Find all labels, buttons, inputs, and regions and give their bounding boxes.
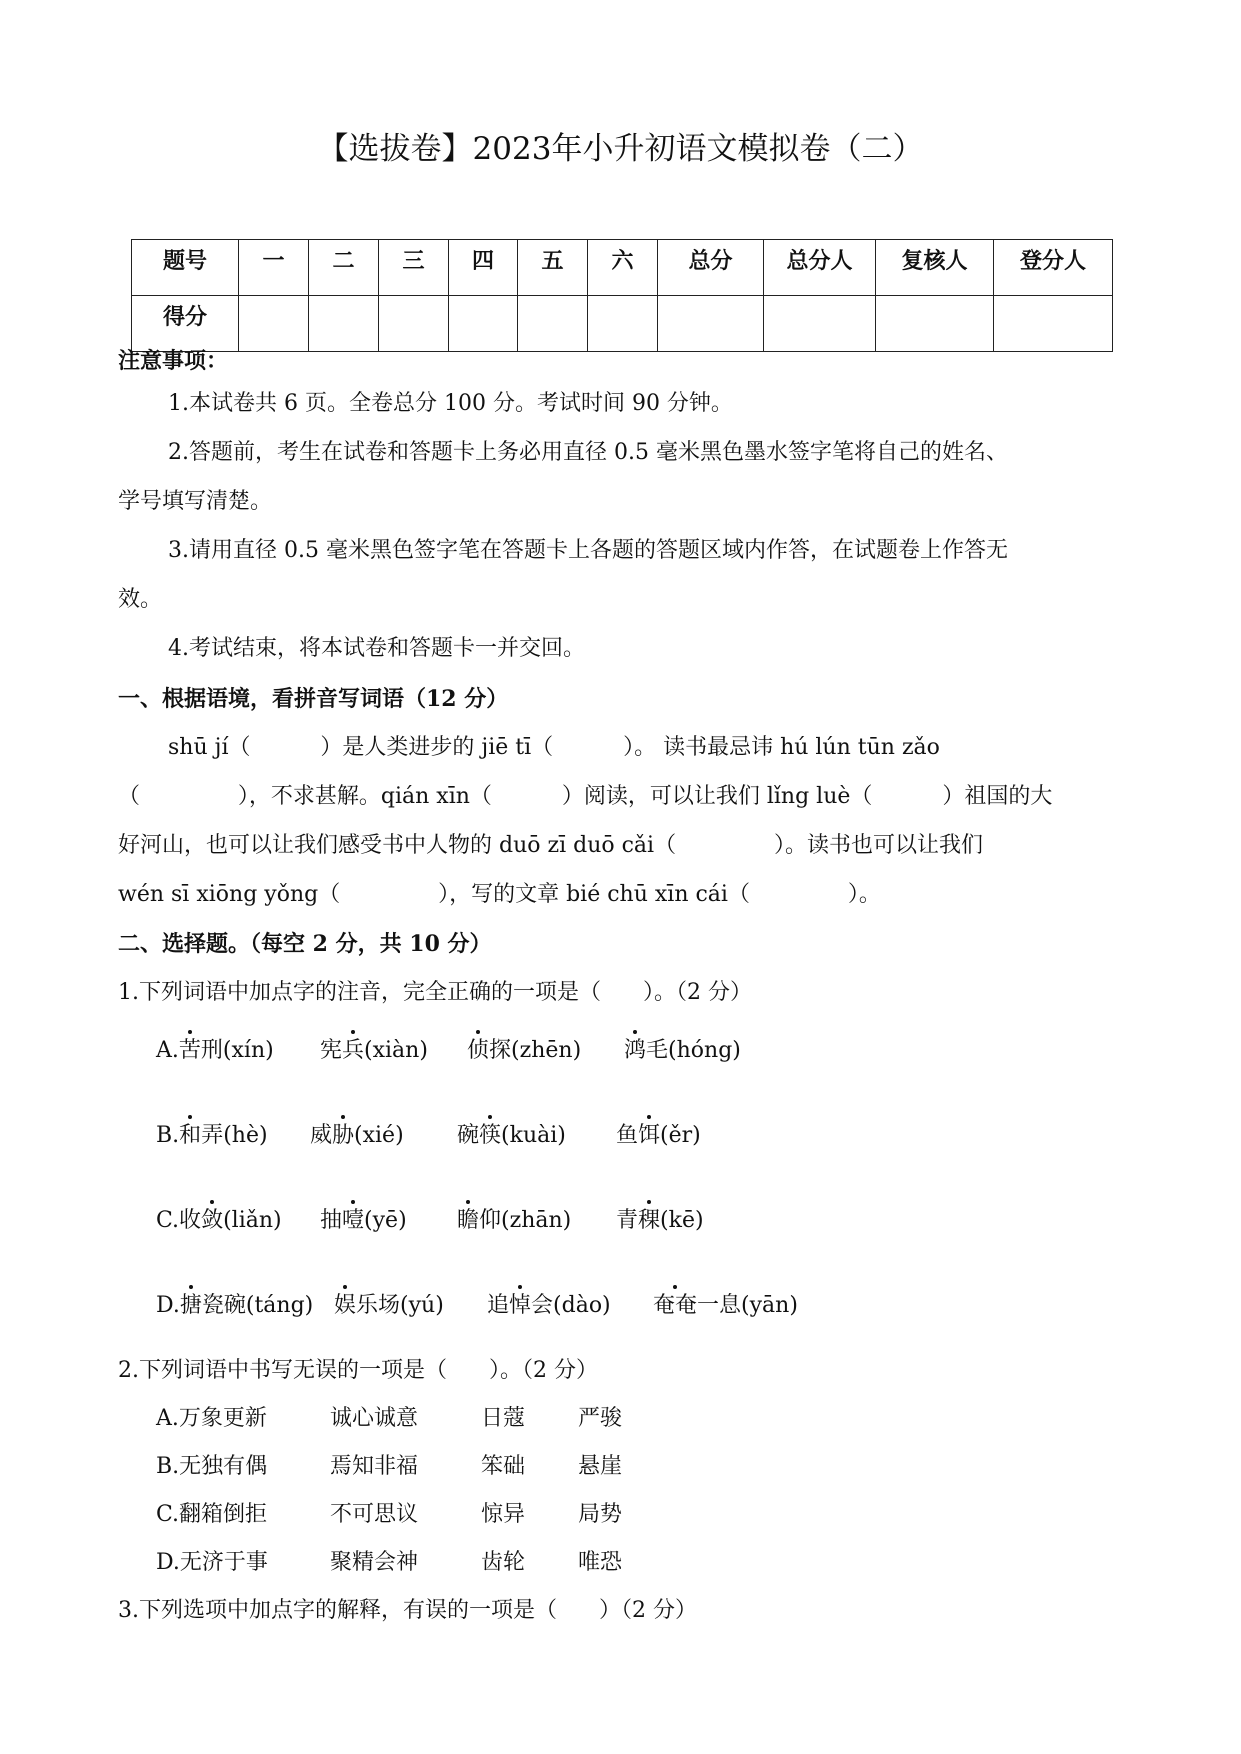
- score-table-score-row: [132, 296, 1113, 352]
- note-1: 1.本试卷共 6 页。全卷总分 100 分。考试时间 90 分钟。: [168, 391, 733, 416]
- score-row-label: 得分: [132, 296, 239, 352]
- score-input-cell[interactable]: [379, 296, 449, 352]
- q1-option-a-item-3: 侦探(zhēn): [467, 1038, 582, 1063]
- score-input-cell[interactable]: [239, 296, 309, 352]
- notes-heading: 注意事项：: [118, 348, 229, 374]
- section-1-heading: 一、根据语境，看拼音写词语（12 分）: [118, 686, 509, 712]
- q2-option-a-word-3: 日蔻: [481, 1406, 526, 1431]
- q2-option-d-word-2: 聚精会神: [330, 1550, 419, 1575]
- score-header-cell: 三: [379, 240, 449, 296]
- q2-option-d-word-4: 唯恐: [578, 1550, 623, 1575]
- q2-option-c-word-3: 惊异: [481, 1502, 526, 1527]
- score-input-cell[interactable]: [658, 296, 764, 352]
- q1-option-c-item-1[interactable]: C.收敛(liǎn): [156, 1208, 282, 1233]
- note-3-line-2: 效。: [118, 587, 163, 612]
- q1-option-c-item-2: 抽噎(yē): [320, 1208, 407, 1233]
- q1-option-b-item-1[interactable]: B.和弄(hè): [156, 1123, 268, 1148]
- q1-option-d-item-3: 追悼会(dào): [487, 1293, 611, 1318]
- q2-option-b-word-4: 悬崖: [578, 1454, 623, 1479]
- score-input-cell[interactable]: [588, 296, 658, 352]
- q1-option-c-item-4: 青稞(kē): [616, 1208, 704, 1233]
- score-header-cell: 复核人: [876, 240, 994, 296]
- q1-option-a-item-1[interactable]: A.苦刑(xín): [156, 1038, 274, 1063]
- q1-option-a-item-2: 宪兵(xiàn): [320, 1038, 428, 1063]
- q2-option-c-word-2: 不可思议: [330, 1502, 419, 1527]
- q2-option-c-word-4: 局势: [578, 1502, 623, 1527]
- q2-option-c-word-1[interactable]: C.翻箱倒拒: [156, 1502, 268, 1527]
- score-input-cell[interactable]: [764, 296, 876, 352]
- q1-option-c-item-3: 瞻仰(zhān): [457, 1208, 572, 1233]
- score-input-cell[interactable]: [876, 296, 994, 352]
- score-header-cell: 题号: [132, 240, 239, 296]
- score-header-cell: 登分人: [994, 240, 1113, 296]
- q1-option-d-item-4: 奄奄一息(yān): [653, 1293, 798, 1318]
- note-4: 4.考试结束，将本试卷和答题卡一并交回。: [168, 636, 585, 661]
- q2-option-a-word-2: 诚心诚意: [330, 1406, 419, 1431]
- q2-option-d-word-1[interactable]: D.无济于事: [156, 1550, 268, 1575]
- score-header-cell: 总分人: [764, 240, 876, 296]
- q2-option-b-word-3: 笨础: [481, 1454, 526, 1479]
- q1-option-d-item-2: 娱乐场(yú): [334, 1293, 444, 1318]
- question-1-stem: 1.下列词语中加点字的注音，完全正确的一项是（ ）。（2 分）: [118, 980, 752, 1005]
- score-input-cell[interactable]: [994, 296, 1113, 352]
- q1-option-a-item-4: 鸿毛(hóng): [624, 1038, 741, 1063]
- q2-option-a-word-4: 严骏: [578, 1406, 623, 1431]
- score-input-cell[interactable]: [309, 296, 379, 352]
- q1-option-b-item-3: 碗筷(kuài): [457, 1123, 566, 1148]
- score-header-cell: 总分: [658, 240, 764, 296]
- section-1-line-3: 好河山，也可以让我们感受书中人物的 duō zī duō cǎi（ ）。读书也可以让我们: [118, 833, 983, 858]
- q1-option-b-item-4: 鱼饵(ěr): [616, 1123, 701, 1148]
- score-input-cell[interactable]: [449, 296, 518, 352]
- q2-option-d-word-3: 齿轮: [481, 1550, 526, 1575]
- section-1-line-2: （ ），不求甚解。qián xīn（ ）阅读，可以让我们 lǐng luè（ ）祖国的大: [118, 784, 1053, 809]
- note-2-line-2: 学号填写清楚。: [118, 489, 273, 514]
- q2-option-b-word-2: 焉知非福: [330, 1454, 419, 1479]
- q1-option-b-item-2: 威胁(xié): [310, 1123, 404, 1148]
- question-3-stem: 3.下列选项中加点字的解释，有误的一项是（ ）（2 分）: [118, 1598, 697, 1623]
- question-2-stem: 2.下列词语中书写无误的一项是（ ）。（2 分）: [118, 1358, 598, 1383]
- q2-option-a-word-1[interactable]: A.万象更新: [156, 1406, 267, 1431]
- note-2-line-1: 2.答题前，考生在试卷和答题卡上务必用直径 0.5 毫米黑色墨水签字笔将自己的姓名、: [168, 440, 1008, 465]
- q2-option-b-word-1[interactable]: B.无独有偶: [156, 1454, 268, 1479]
- score-header-cell: 四: [449, 240, 518, 296]
- section-1-line-1: shū jí（ ）是人类进步的 jiē tī（ ）。 读书最忌讳 hú lún tūn zǎo: [168, 735, 940, 760]
- section-1-line-4: wén sī xiōng yǒng（ ），写的文章 bié chū xīn cái（ ）。: [118, 882, 881, 907]
- exam-title: 【选拔卷】2023年小升初语文模拟卷（二）: [317, 131, 924, 167]
- section-2-heading: 二、选择题。（每空 2 分，共 10 分）: [118, 931, 492, 957]
- note-3-line-1: 3.请用直径 0.5 毫米黑色签字笔在答题卡上各题的答题区域内作答，在试题卷上作答无: [168, 538, 1008, 563]
- q1-option-d-item-1[interactable]: D.搪瓷碗(táng): [156, 1293, 314, 1318]
- score-table-header-row: [132, 240, 1113, 296]
- score-header-cell: 六: [588, 240, 658, 296]
- score-header-cell: 二: [309, 240, 379, 296]
- score-header-cell: 一: [239, 240, 309, 296]
- score-header-cell: 五: [518, 240, 588, 296]
- score-table: [131, 239, 1113, 352]
- score-input-cell[interactable]: [518, 296, 588, 352]
